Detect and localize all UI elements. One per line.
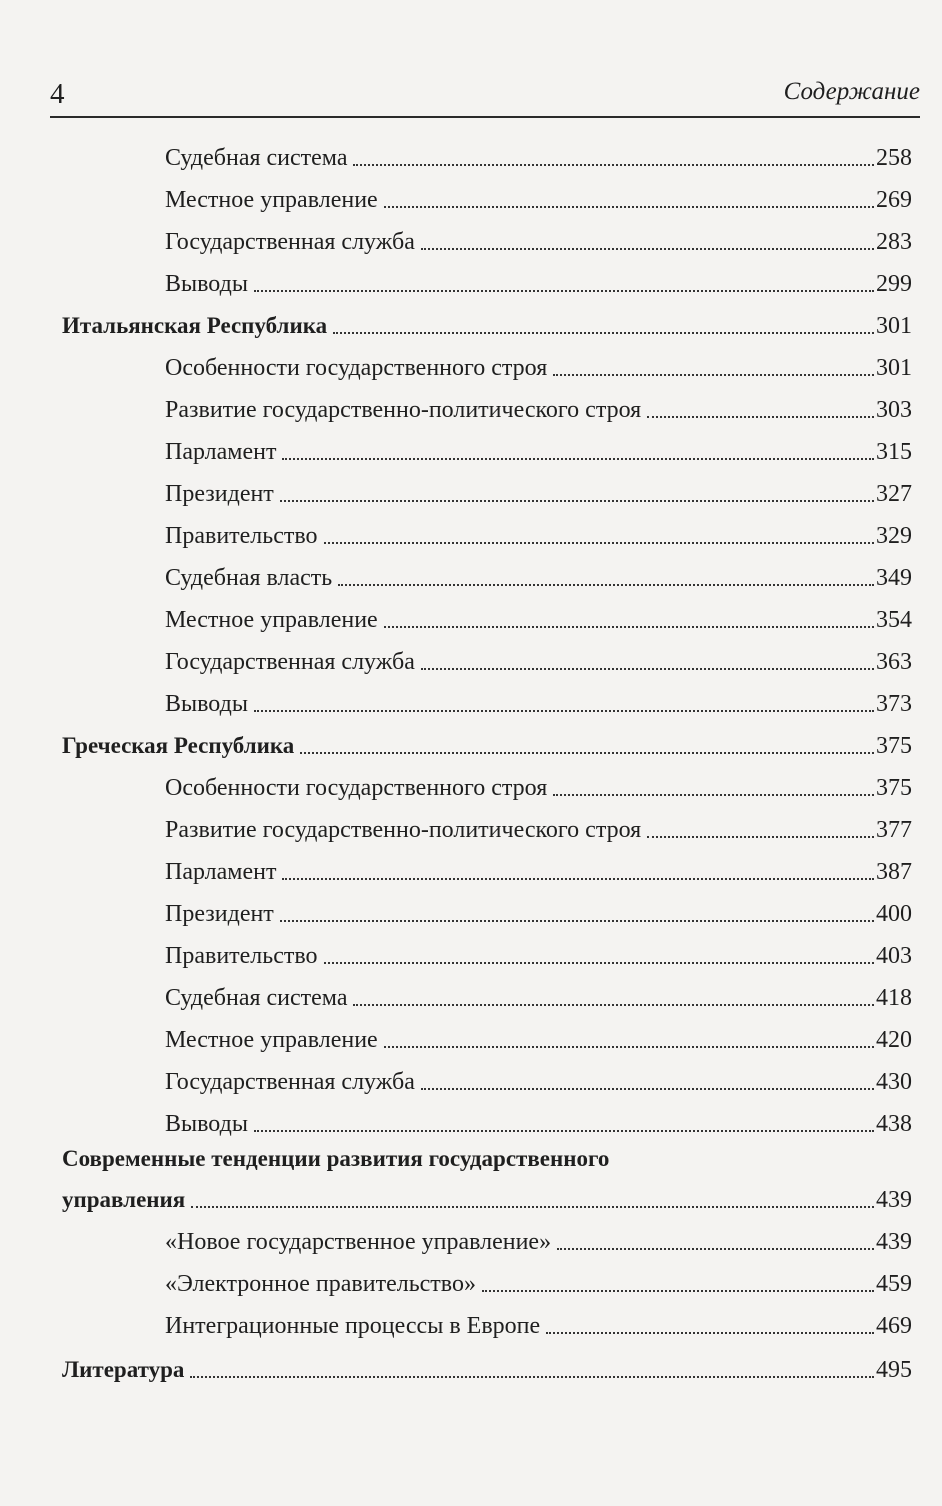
toc-entry-page: 329 [876,523,912,549]
toc-entry [165,894,912,928]
toc-entry-title: Судебная система [165,985,348,1011]
dot-leader [353,164,874,166]
toc-entry [165,264,912,298]
toc-entry-page: 439 [876,1187,912,1213]
toc-entry-page: 299 [876,271,912,297]
toc-entry-page: 403 [876,943,912,969]
toc-entry-page: 400 [876,901,912,927]
toc-entry-page: 363 [876,649,912,675]
toc-section-entry [62,726,912,760]
toc-entry-page: 301 [876,313,912,339]
toc-entry-page: 375 [876,733,912,759]
dot-leader [384,626,874,628]
toc-entry-title: Правительство [165,523,318,549]
dot-leader [482,1290,874,1292]
toc-entry-title: Государственная служба [165,1069,415,1095]
dot-leader [300,752,874,754]
dot-leader [254,290,874,292]
toc-entry-title: Выводы [165,691,248,717]
dot-leader [280,500,874,502]
toc-section-title-line1: Современные тенденции развития государственного [62,1146,610,1171]
toc-entry [165,768,912,802]
toc-entry-title: Развитие государственно-политического строя [165,397,642,423]
toc-entry-page: 327 [876,481,912,507]
dot-leader [647,416,874,418]
dot-leader [557,1248,874,1250]
toc-entry-title: Судебная система [165,145,348,171]
toc-entry [165,1020,912,1054]
toc-entry-page: 495 [876,1357,912,1383]
toc-entry [165,558,912,592]
dot-leader [254,1130,874,1132]
toc-entry-page: 377 [876,817,912,843]
dot-leader [553,794,874,796]
dot-leader [353,1004,874,1006]
toc-entry-page: 459 [876,1271,912,1297]
toc-entry [165,642,912,676]
toc-entry-title: Государственная служба [165,229,415,255]
toc-entry [165,1306,912,1340]
toc-entry-page: 354 [876,607,912,633]
toc-entry-page: 418 [876,985,912,1011]
toc-entry-title: Местное управление [165,1027,378,1053]
toc-section-entry [62,306,912,340]
dot-leader [421,248,874,250]
toc-entry [165,852,912,886]
toc-entry [165,138,912,172]
dot-leader [324,962,874,964]
toc-entry-page: 283 [876,229,912,255]
dot-leader [384,206,874,208]
toc-entry-title: Выводы [165,271,248,297]
dot-leader [546,1332,874,1334]
toc-section-title: Греческая Республика [62,733,295,758]
toc-entry-title: Президент [165,901,274,927]
dot-leader [421,1088,874,1090]
toc-entry [165,978,912,1012]
toc-entry [165,1062,912,1096]
toc-entry-title: «Электронное правительство» [165,1271,476,1297]
toc-entry-page: 258 [876,145,912,171]
toc-section-entry [62,1350,912,1384]
toc-entry-title: Президент [165,481,274,507]
toc-entry-title: Правительство [165,943,318,969]
toc-entry-page: 439 [876,1229,912,1255]
page-number: 4 [50,78,65,110]
toc-entry-title: Особенности государственного строя [165,775,548,801]
toc-entry [165,222,912,256]
toc-entry [165,474,912,508]
toc-entry-page: 430 [876,1069,912,1095]
toc-entry [165,432,912,466]
toc-entry [165,390,912,424]
toc-entry [165,600,912,634]
dot-leader [282,458,874,460]
toc-entry-page: 301 [876,355,912,381]
toc-entry-title: Парламент [165,439,277,465]
toc-section-entry [62,1180,912,1214]
dot-leader [421,668,874,670]
toc-entry [165,1222,912,1256]
dot-leader [191,1206,874,1208]
toc-entry [165,936,912,970]
toc-entry-page: 387 [876,859,912,885]
toc-entry [165,1264,912,1298]
toc-entry-title: Парламент [165,859,277,885]
dot-leader [384,1046,874,1048]
toc-entry-title: Интеграционные процессы в Европе [165,1313,541,1339]
dot-leader [338,584,874,586]
toc-entry-title: «Новое государственное управление» [165,1229,552,1255]
toc-entry [165,1104,912,1138]
toc-entry [165,348,912,382]
toc-entry-page: 469 [876,1313,912,1339]
toc-entry-page: 269 [876,187,912,213]
toc-entry-title: Государственная служба [165,649,415,675]
toc-entry [165,810,912,844]
toc-entry [165,516,912,550]
toc-entry-title: Развитие государственно-политического строя [165,817,642,843]
toc-section-title: Литература [62,1357,185,1382]
toc-entry-page: 315 [876,439,912,465]
running-title: Содержание [783,78,920,105]
toc-section-title: Итальянская Республика [62,313,328,338]
toc-entry-page: 349 [876,565,912,591]
dot-leader [647,836,874,838]
toc-entry-title: Судебная власть [165,565,333,591]
toc-entry-title: Местное управление [165,187,378,213]
toc-entry-page: 420 [876,1027,912,1053]
dot-leader [553,374,874,376]
dot-leader [280,920,874,922]
dot-leader [254,710,874,712]
toc-entry-title: Выводы [165,1111,248,1137]
toc-entry [165,684,912,718]
toc-section-title: управления [62,1187,186,1212]
dot-leader [282,878,874,880]
toc-entry-title: Местное управление [165,607,378,633]
dot-leader [324,542,874,544]
toc-entry-page: 373 [876,691,912,717]
dot-leader [333,332,874,334]
toc-entry-title: Особенности государственного строя [165,355,548,381]
dot-leader [190,1376,874,1378]
toc-entry-page: 375 [876,775,912,801]
toc-entry [165,180,912,214]
toc-entry-page: 438 [876,1111,912,1137]
toc-entry-page: 303 [876,397,912,423]
